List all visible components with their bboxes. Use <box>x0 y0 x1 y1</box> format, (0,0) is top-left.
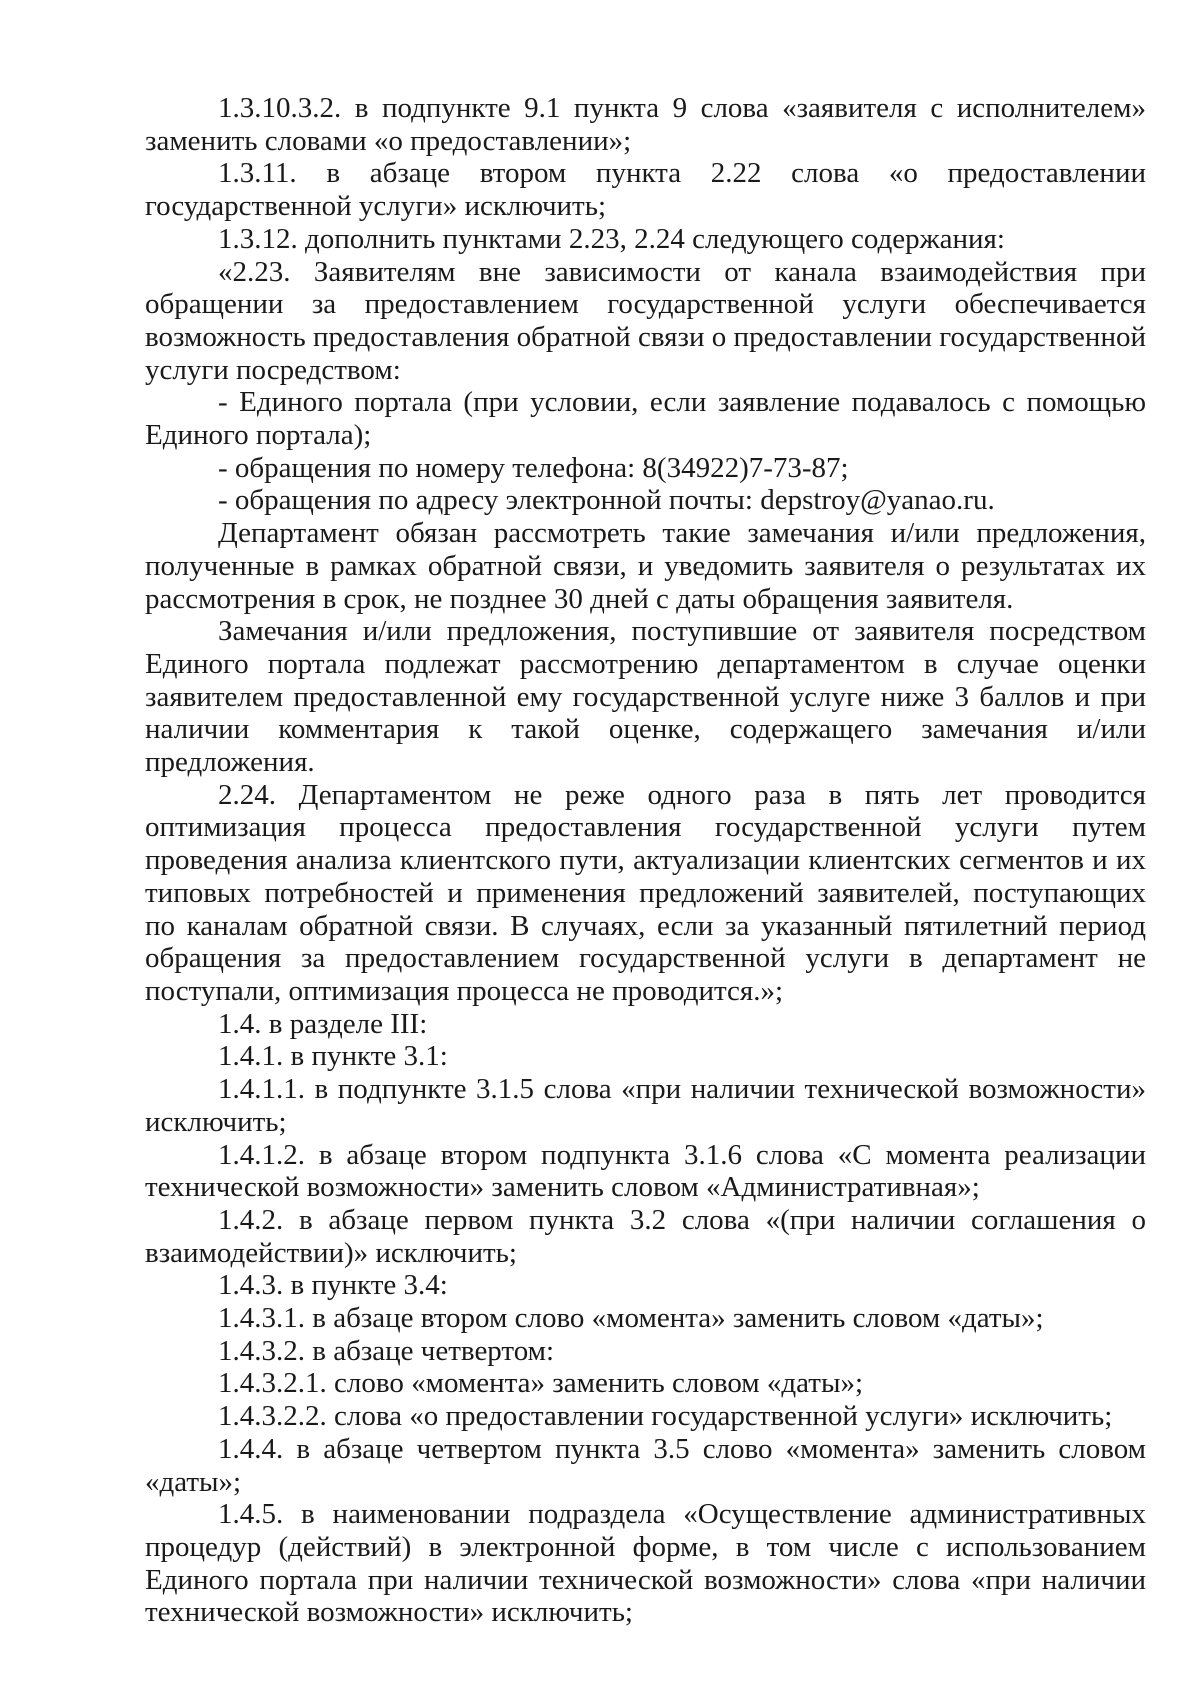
paragraph-1-4-3-2-2: 1.4.3.2.2. слова «о предоставлении государственной услуги» исключить; <box>218 1400 1113 1433</box>
list-item-phone: - обращения по номеру телефона: 8(34922)7-73-87; <box>218 451 849 484</box>
paragraph-1-3-12: 1.3.12. дополнить пунктами 2.23, 2.24 следующего содержания: <box>218 222 1005 255</box>
paragraph-1-4-1: 1.4.1. в пункте 3.1: <box>218 1040 448 1073</box>
paragraph-1-4-1-2: 1.4.1.2. в абзаце втором подпункта 3.1.6 слова «С момента реализации технической возможности» заменить словом «Административная»; <box>145 1138 1146 1204</box>
paragraph-2-24: 2.24. Департаментом не реже одного раза в пять лет проводится оптимизация процесса предоставления государственной услуги путем проведения анализа клиентского пути, актуализации клиентских сегментов и их типовых потребностей и применения предложений заявителей, поступающих по каналам обратной связи. В случаях, если за указанный пятилетний период обращения за предоставлением государственной услуги в департамент не поступали, оптимизация процесса не проводится.»; <box>145 778 1146 1007</box>
paragraph-1-4-3-1: 1.4.3.1. в абзаце втором слово «момента» заменить словом «даты»; <box>218 1302 1044 1335</box>
paragraph-1-4-1-1: 1.4.1.1. в подпункте 3.1.5 слова «при наличии технической возможности» исключить; <box>145 1073 1146 1138</box>
paragraph-1-3-11: 1.3.11. в абзаце втором пункта 2.22 слова «о предоставлении государственной услуги» исключить; <box>145 157 1146 223</box>
paragraph-1-4-2: 1.4.2. в абзаце первом пункта 3.2 слова «(при наличии соглашения о взаимодействии)» исключить; <box>145 1203 1146 1269</box>
paragraph-1-3-10-3-2: 1.3.10.3.2. в подпункте 9.1 пункта 9 слова «заявителя с исполнителем» заменить словами «о предоставлении»; <box>145 92 1146 157</box>
paragraph-1-4: 1.4. в разделе III: <box>218 1007 428 1040</box>
paragraph-1-4-3-2: 1.4.3.2. в абзаце четвертом: <box>218 1334 555 1367</box>
paragraph-1-4-3-2-1: 1.4.3.2.1. слово «момента» заменить словом «даты»; <box>218 1367 863 1400</box>
paragraph-department-obligation: Департамент обязан рассмотреть такие замечания и/или предложения, полученные в рамках обратной связи, и уведомить заявителя о результатах их рассмотрения в срок, не позднее 30 дней с даты обращения заявителя. <box>145 517 1146 615</box>
paragraph-1-4-5: 1.4.5. в наименовании подраздела «Осуществление административных процедур (действий) в электронной форме, в том числе с использованием Единого портала при наличии технической возможности» слова «при наличии технической возможности» исключить; <box>145 1498 1146 1629</box>
paragraph-1-4-3: 1.4.3. в пункте 3.4: <box>218 1269 448 1302</box>
paragraph-remarks: Замечания и/или предложения, поступившие от заявителя посредством Единого портала подлежат рассмотрению департаментом в случае оценки заявителем предоставленной ему государственной услуге ниже 3 баллов и при наличии комментария к такой оценке, содержащего замечания и/или предложения. <box>145 615 1146 779</box>
paragraph-1-4-4: 1.4.4. в абзаце четвертом пункта 3.5 слово «момента» заменить словом «даты»; <box>145 1432 1146 1498</box>
list-item-email: - обращения по адресу электронной почты: depstroy@yanao.ru. <box>218 484 995 517</box>
list-item-portal: - Единого портала (при условии, если заявление подавалось с помощью Единого портала); <box>145 386 1146 452</box>
paragraph-2-23: «2.23. Заявителям вне зависимости от канала взаимодействия при обращении за предоставлением государственной услуги обеспечивается возможность предоставления обратной связи о предоставлении государственной услуги посредством: <box>145 255 1146 386</box>
document-body <box>145 92 1146 1629</box>
